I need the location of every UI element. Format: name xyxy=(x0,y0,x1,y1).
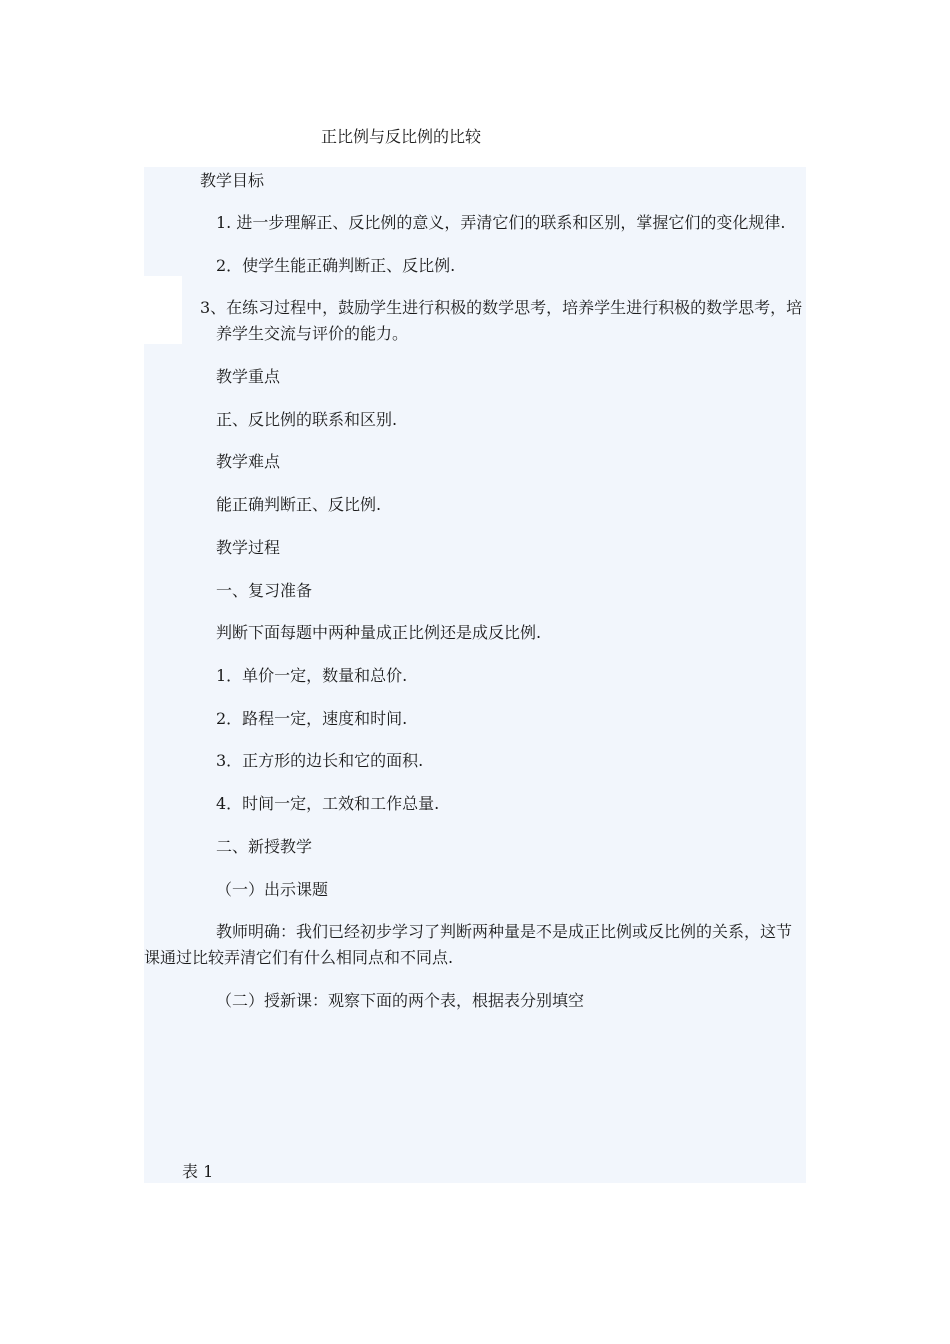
goals-heading: 教学目标 xyxy=(200,171,265,190)
review-prompt: 判断下面每题中两种量成正比例还是成反比例. xyxy=(216,623,542,642)
subsection-new-lesson-heading: （二）授新课：观察下面的两个表，根据表分别填空 xyxy=(216,991,585,1010)
goal-item-2: 2．使学生能正确判断正、反比例. xyxy=(216,256,456,275)
key-points-text: 正、反比例的联系和区别. xyxy=(216,410,398,429)
table-label: 表 1 xyxy=(182,1162,214,1181)
review-question-1: 1．单价一定，数量和总价. xyxy=(216,666,408,685)
subsection-topic-heading: （一）出示课题 xyxy=(216,880,329,899)
review-question-4: 4．时间一定，工效和工作总量. xyxy=(216,794,440,813)
review-question-2: 2．路程一定，速度和时间. xyxy=(216,709,408,728)
key-points-heading: 教学重点 xyxy=(216,367,281,386)
section-new-teaching-heading: 二、新授教学 xyxy=(216,837,313,856)
goal-item-3-line-1: 3、在练习过程中，鼓励学生进行积极的数学思考，培养学生进行积极的数学思考，培 xyxy=(200,298,803,317)
review-question-3: 3．正方形的边长和它的面积. xyxy=(216,751,424,770)
goal-item-3-line-2: 养学生交流与评价的能力。 xyxy=(216,324,409,343)
teacher-statement-line-2: 课通过比较弄清它们有什么相同点和不同点. xyxy=(144,948,454,967)
process-heading: 教学过程 xyxy=(216,538,281,557)
difficulty-heading: 教学难点 xyxy=(216,452,281,471)
section-review-heading: 一、复习准备 xyxy=(216,581,313,600)
document-title: 正比例与反比例的比较 xyxy=(321,127,482,146)
goal-item-1: 1. 进一步理解正、反比例的意义，弄清它们的联系和区别，掌握它们的变化规律. xyxy=(216,213,786,232)
teacher-statement-line-1: 教师明确：我们已经初步学习了判断两种量是不是成正比例或反比例的关系，这节 xyxy=(216,922,793,941)
page-margin-gap xyxy=(144,276,182,344)
difficulty-text: 能正确判断正、反比例. xyxy=(216,495,382,514)
